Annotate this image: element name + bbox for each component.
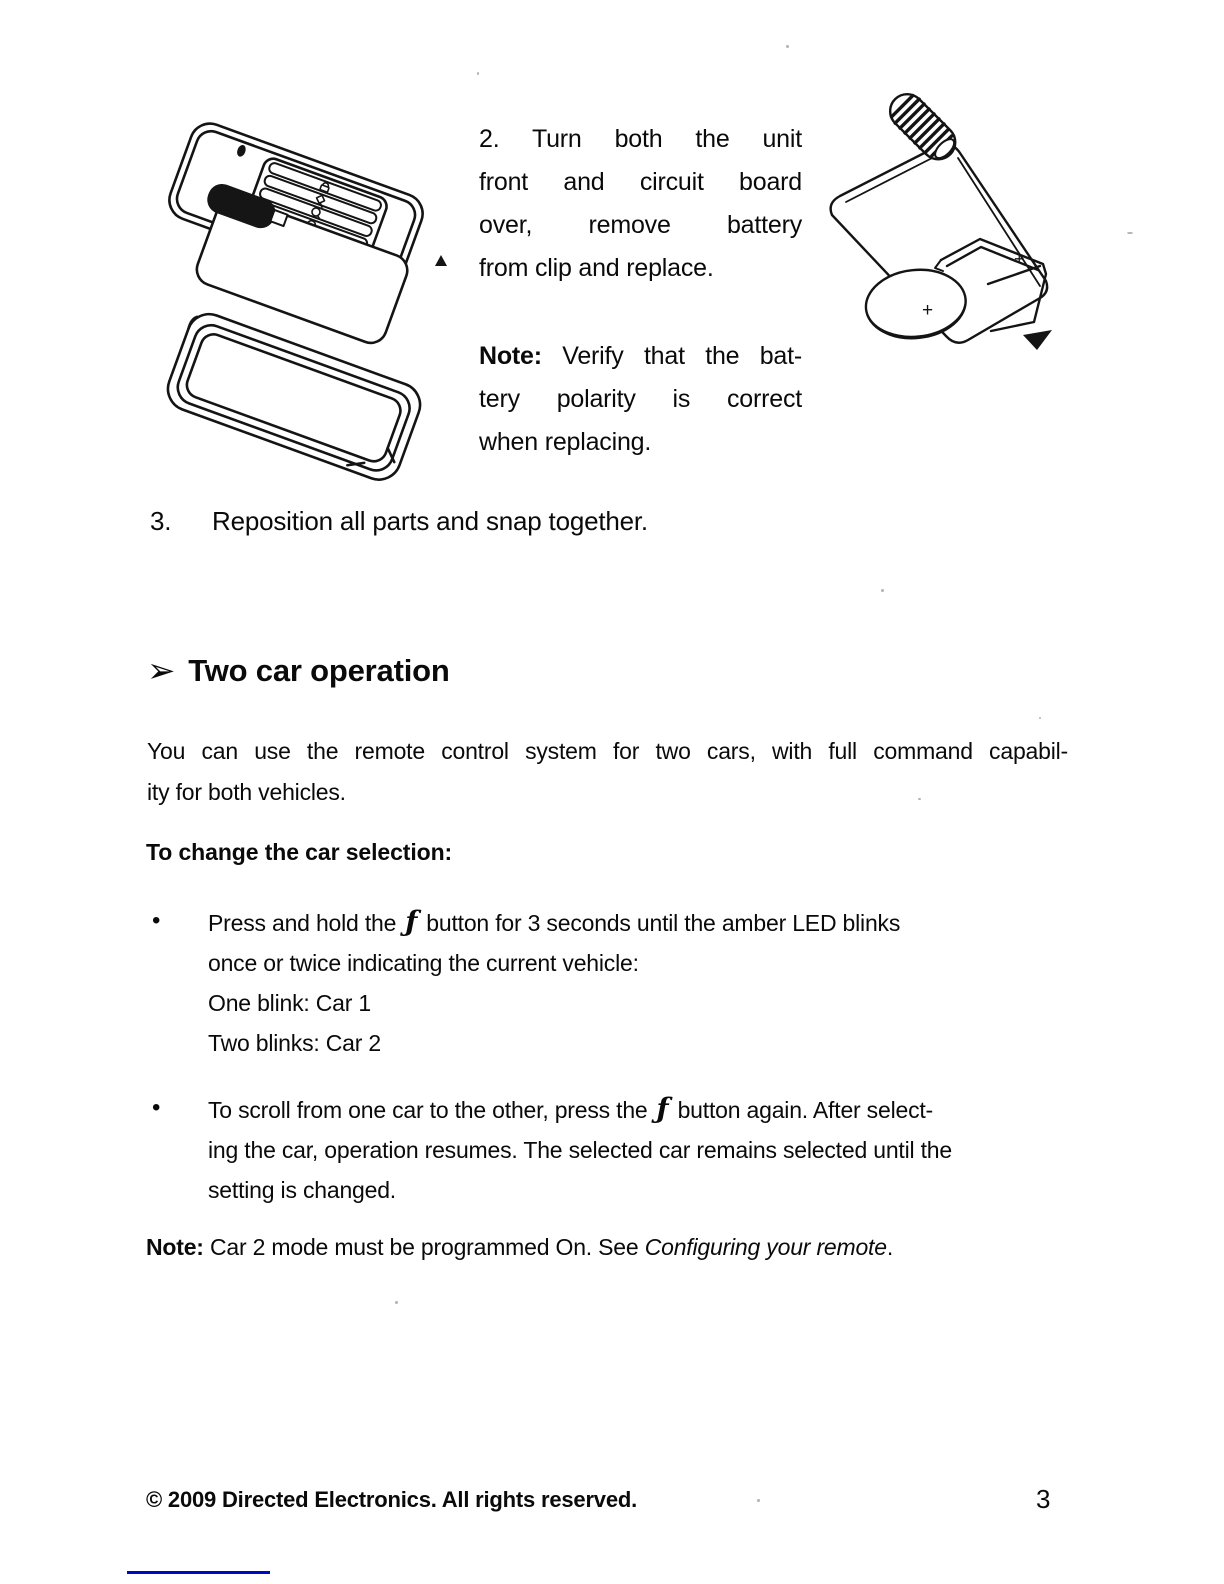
section-heading-text: Two car operation [188, 653, 450, 688]
bullet-icon: • [152, 1094, 161, 1121]
scan-speck [757, 1499, 760, 1502]
step-3-instruction: 3. Reposition all parts and snap together. [150, 506, 648, 536]
scan-speck [786, 45, 789, 48]
scan-speck [477, 72, 479, 75]
scan-speck [1127, 232, 1133, 234]
pointer-triangle-right [1023, 330, 1052, 350]
page-number: 3 [1036, 1484, 1051, 1514]
scan-speck [1039, 717, 1041, 719]
remote-back-case [162, 308, 427, 486]
bullet-item-car-selection: • Press and hold the ƒ button for 3 seconds until the amber LED blinks once or twice indicating the current vehicle: One blink: Car 1 Two blinks: Car 2 [150, 902, 1085, 1063]
circuit-board-battery-figure [810, 84, 1082, 369]
cross-reference: Configuring your remote [644, 1234, 887, 1260]
intro-paragraph: You can use the remote control system for two cars, with full command capabil- ity for both vehicles. [147, 738, 1068, 805]
bottom-divider-line [127, 1571, 270, 1574]
subheading: To change the car selection: [146, 839, 453, 865]
f-button-glyph: ƒ [405, 905, 418, 938]
scan-speck [395, 1301, 398, 1304]
copyright-notice: © 2009 Directed Electronics. All rights reserved. [146, 1487, 638, 1512]
scan-speck [881, 589, 884, 592]
section-heading [147, 650, 450, 690]
step-number: 3. [150, 506, 172, 536]
clip-polarity-mark: + [1014, 249, 1025, 269]
car2-mode-note: Note: Car 2 mode must be programmed On. See Configuring your remote. [146, 1234, 894, 1260]
bullet-item-scroll-cars: • To scroll from one car to the other, press the ƒ button again. After select- ing the car, operation resumes. The selected car remains selected until the setting is changed. [150, 1089, 1085, 1210]
arrowhead-icon: ➢ [147, 651, 176, 691]
bullet-icon: • [152, 907, 161, 934]
f-button-glyph: ƒ [656, 1092, 669, 1125]
battery-polarity-mark: + [922, 300, 934, 321]
note-label: Note: [146, 1234, 204, 1260]
note-label: Note: [479, 342, 542, 370]
step-2-instruction [479, 118, 802, 464]
remote-exploded-figure [156, 92, 466, 492]
battery-polarity-note: Note: Verify that the bat- tery polarity is correct when replacing. [479, 342, 802, 456]
pointer-triangle-up [435, 255, 447, 266]
step-2-paragraph: 2. Turn both the unit front and circuit board over, remove battery from clip and replace. [479, 125, 802, 282]
scan-speck [918, 798, 921, 800]
